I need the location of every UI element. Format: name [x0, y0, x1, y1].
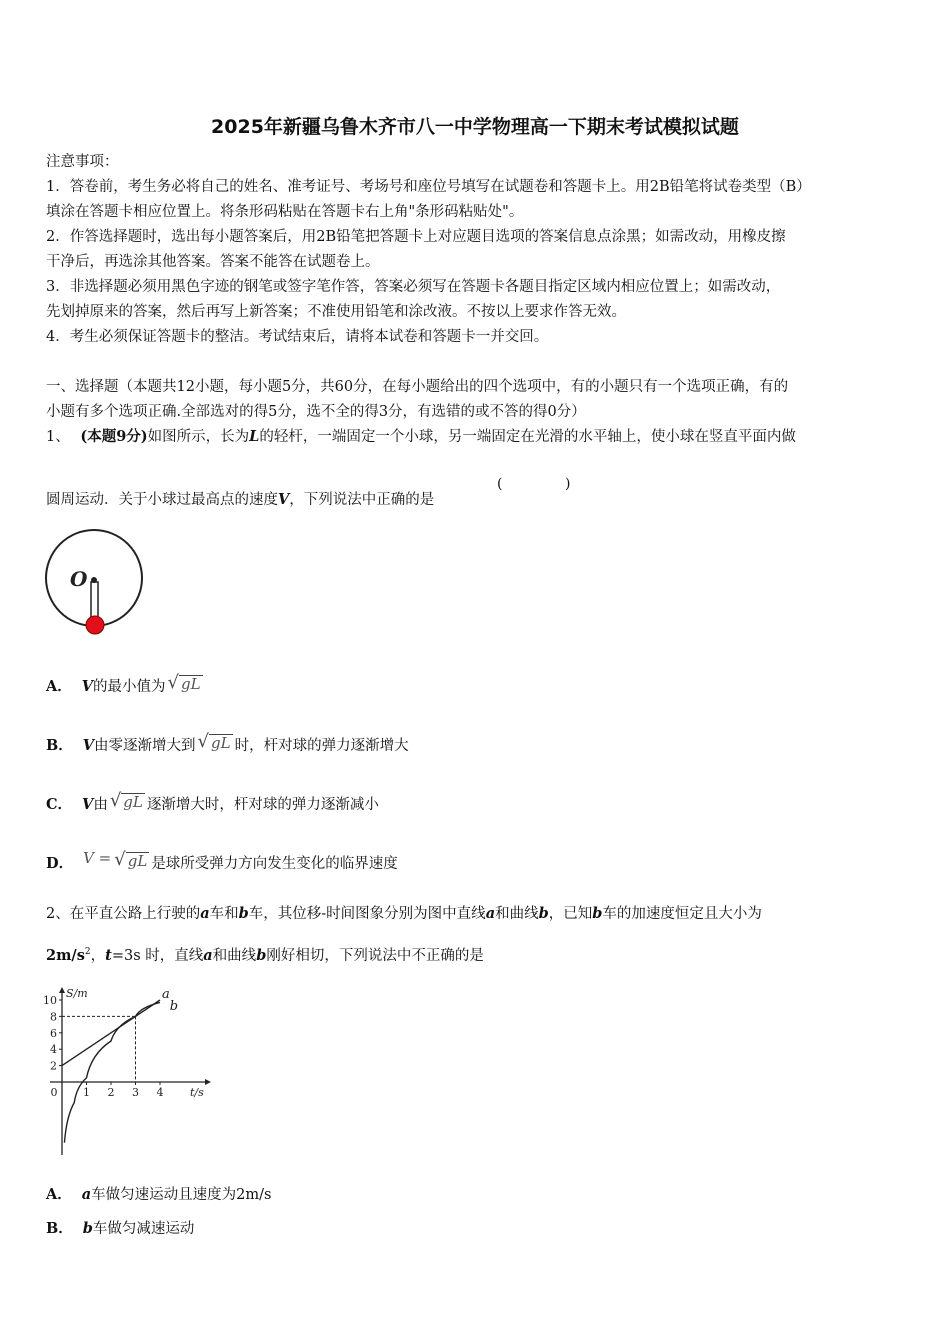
answer-paren-open: ( — [497, 476, 503, 492]
option-letter: C． — [46, 796, 73, 813]
ball — [86, 616, 104, 634]
option-var: V — [82, 796, 94, 813]
series-b-label: b — [169, 998, 179, 1014]
answer-paren-close: ) — [565, 476, 571, 492]
q2-superscript: 2 — [84, 947, 91, 957]
y-tick-label: 10 — [43, 994, 57, 1007]
y-axis-label: S/m — [66, 987, 88, 1000]
q2-var-a: a — [485, 905, 496, 922]
q2-text: 和曲线 — [212, 947, 257, 964]
q1-stem-text: ，下列说法中正确的是 — [289, 492, 435, 508]
section-heading-line2: 小题有多个选项正确.全部选对的得5分，选不全的得3分，有选错的或不答的得0分） — [46, 404, 586, 420]
option-var: a — [81, 1186, 92, 1203]
page-title: 2025年新疆乌鲁木齐市八一中学物理高一下期末考试模拟试题 — [211, 116, 739, 138]
q1-option-a — [46, 672, 205, 698]
sqrt-formula: √ gL — [167, 672, 201, 693]
q2-chart — [40, 985, 215, 1157]
q1-var-V: V — [278, 491, 290, 508]
q2-text: =3s 时，直线 — [111, 947, 204, 964]
q1-number: 1、 — [46, 429, 70, 445]
sqrt-formula: V = √ gL — [83, 849, 148, 870]
x-tick-label: 2 — [107, 1086, 115, 1099]
q1-score: (本题9分) — [80, 428, 148, 445]
q2-stem-line1 — [46, 904, 762, 924]
q2-text: 车，其位移-时间图象分别为图中直线 — [248, 906, 486, 922]
notice-heading: 注意事项： — [46, 154, 119, 170]
option-letter: B． — [46, 1220, 73, 1237]
q1-stem-text: 的轻杆，一端固定一个小球，另一端固定在光滑的水平轴上，使小球在竖直平面内做 — [259, 429, 796, 445]
q1-var-L: L — [249, 428, 260, 445]
q1-stem-text: 圆周运动．关于小球过最高点的速度 — [46, 492, 278, 508]
sqrt-content: gL — [181, 675, 201, 693]
q2-text: 车和 — [209, 906, 239, 922]
notice-line: 干净后，再选涂其他答案。答案不能答在试题卷上。 — [46, 254, 380, 270]
y-tick-label: 2 — [50, 1059, 57, 1073]
q2-var-b: b — [592, 905, 603, 922]
option-letter: D． — [46, 855, 74, 872]
y-tick-label: 6 — [50, 1026, 57, 1040]
option-text: 逐渐增大时，杆对球的弹力逐渐减小 — [146, 797, 379, 813]
q2-text: ，已知 — [548, 906, 593, 922]
q1-figure — [40, 528, 150, 640]
option-letter: B． — [46, 737, 73, 754]
series-a-label: a — [162, 987, 170, 1002]
sqrt-content: gL — [127, 852, 148, 870]
pivot-point — [91, 577, 97, 583]
q2-var-a: a — [203, 946, 213, 964]
option-text: 的最小值为 — [93, 679, 166, 695]
q1-option-b — [46, 731, 409, 757]
q2-option-b — [46, 1218, 194, 1240]
option-var: b — [82, 1220, 93, 1237]
sqrt-formula: √ gL — [109, 790, 143, 811]
q2-text: 刚好相切，下列说法中不正确的是 — [266, 947, 484, 964]
q2-stem-line2 — [46, 942, 484, 966]
q1-stem-line1 — [46, 427, 796, 447]
q1-option-c — [46, 790, 379, 816]
option-text: 由 — [93, 797, 108, 813]
option-var: V — [82, 737, 95, 754]
option-text: 车做匀速运动且速度为2m/s — [91, 1187, 272, 1203]
q2-var-b: b — [256, 946, 267, 964]
q2-var-t: t — [105, 946, 112, 964]
notice-line: 填涂在答题卡相应位置上。将条形码粘贴在答题卡右上角"条形码粘贴处"。 — [46, 204, 524, 220]
sqrt-content: gL — [123, 793, 143, 811]
notice-line: 3．非选择题必须用黑色字迹的钢笔或签字笔作答，答案必须写在答题卡各题目指定区域内相应位置上；如需改动， — [46, 279, 781, 295]
option-text: 由零逐渐增大到 — [94, 738, 196, 754]
option-letter: A． — [46, 1186, 72, 1203]
option-letter: A． — [46, 678, 72, 695]
x-axis-arrow — [205, 1079, 211, 1085]
notice-line: 1．答卷前，考生务必将自己的姓名、准考证号、考场号和座位号填写在试题卷和答题卡上。用2B铅笔将试卷类型（B） — [46, 179, 811, 195]
section-heading-line1: 一、选择题（本题共12小题，每小题5分，共60分，在每小题给出的四个选项中，有的小题只有一个选项正确，有的 — [46, 379, 789, 395]
q2-text: 和曲线 — [495, 906, 539, 922]
option-text: 车做匀减速运动 — [92, 1221, 195, 1237]
sqrt-content: gL — [211, 734, 231, 752]
y-axis-arrow — [59, 987, 65, 993]
option-text: 时，杆对球的弹力逐渐增大 — [234, 738, 409, 754]
option-var: V — [81, 678, 94, 695]
x-tick-label: 0 — [50, 1086, 58, 1099]
q1-stem-line2 — [46, 490, 434, 510]
sqrt-formula: √ gL — [197, 731, 231, 752]
q2-option-a — [46, 1184, 271, 1206]
x-tick-label: 1 — [83, 1086, 90, 1099]
notice-line: 先划掉原来的答案，然后再写上新答案；不准使用铅笔和涂改液。不按以上要求作答无效。 — [46, 304, 626, 320]
formula-lhs: V = — [83, 849, 112, 867]
notice-line: 4．考生必须保证答题卡的整洁。考试结束后，请将本试卷和答题卡一并交回。 — [46, 329, 549, 345]
q2-var-a: a — [200, 905, 210, 922]
series-a-line — [62, 1000, 160, 1066]
q2-var-b: b — [538, 905, 549, 922]
option-text: 是球所受弹力方向发生变化的临界速度 — [151, 856, 398, 872]
y-tick-label: 8 — [50, 1010, 57, 1024]
notice-line: 2．作答选择题时，选出每小题答案后，用2B铅笔把答题卡上对应题目选项的答案信息点涂黑；如需改动，用橡皮擦 — [46, 229, 786, 245]
q2-text: 2m/s — [46, 946, 85, 964]
x-tick-label: 4 — [156, 1086, 164, 1099]
x-axis-label: t/s — [190, 1086, 204, 1099]
q1-option-d — [46, 849, 398, 875]
pivot-label: O — [70, 567, 88, 591]
q2-text: 2、在平直公路上行驶的 — [46, 906, 201, 922]
q1-stem-text: 如图所示，长为 — [147, 429, 250, 445]
q2-text: 车的加速度恒定且大小为 — [602, 906, 762, 922]
y-tick-label: 4 — [50, 1043, 57, 1057]
series-b-line — [64, 1002, 160, 1142]
q2-var-b: b — [238, 905, 249, 922]
x-tick-label: 3 — [132, 1086, 139, 1099]
q2-text: ， — [90, 947, 106, 964]
